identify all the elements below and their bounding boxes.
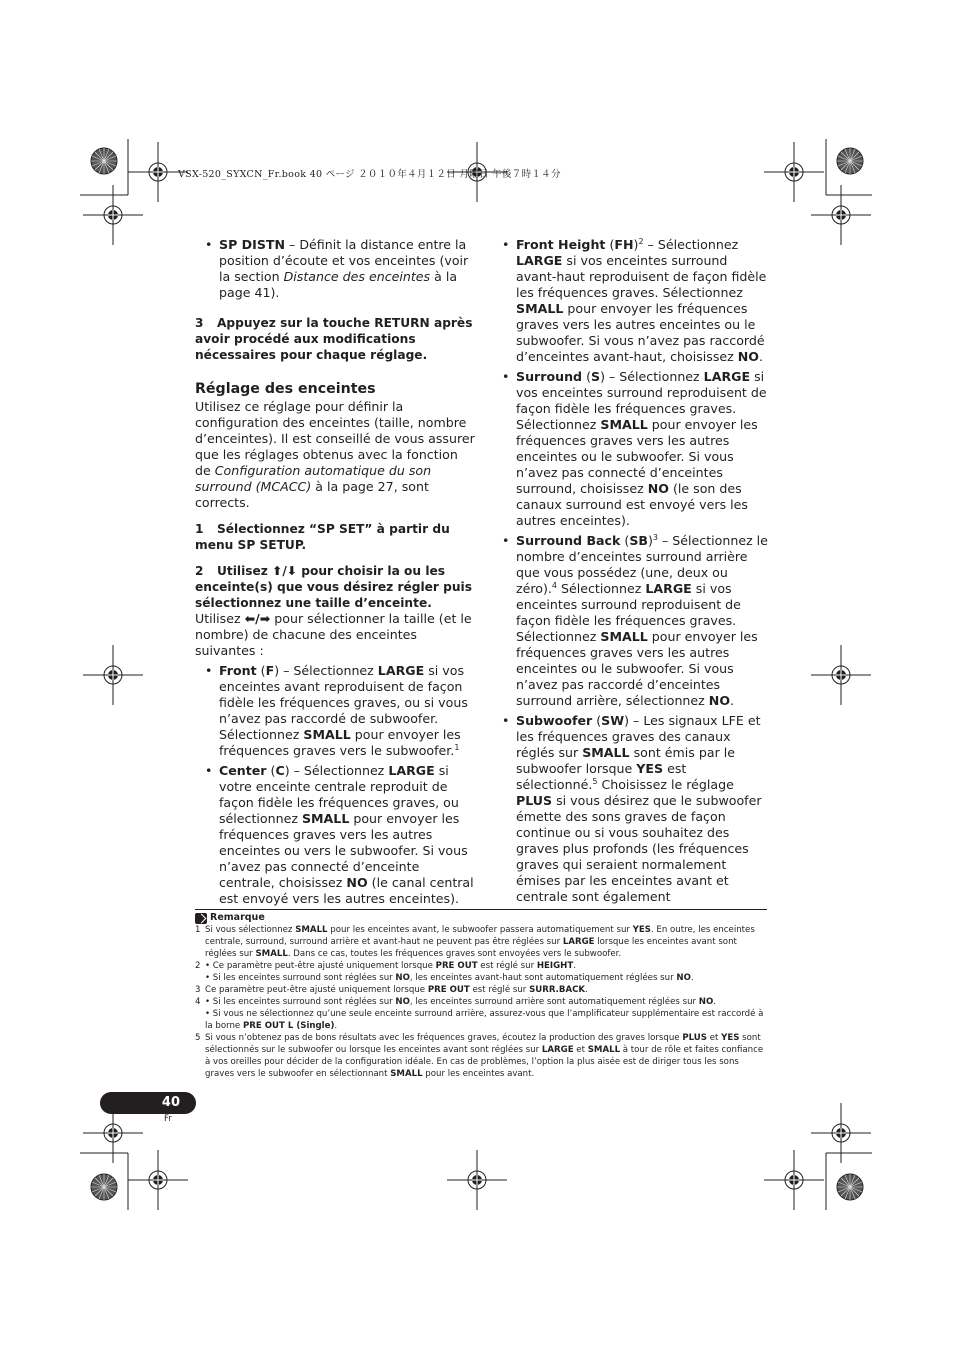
note-1: 1 Si vous sélectionnez SMALL pour les enceintes avant, le subwoofer passera automatiquement sur YES. En outre, les enceintes centrale, surround, surround arrière et avant-haut ne peuvent pas être réglées sur LARGE lorsque les enceintes avant sont réglées sur SMALL. Dans ce cas, toutes les fréquences graves sont envoyées vers le subwoofer.: [195, 925, 755, 959]
note-2a: 2 • Ce paramètre peut-être ajusté uniquement lorsque PRE OUT est réglé sur HEIGHT.: [195, 961, 576, 971]
notes-title: Remarque: [195, 912, 767, 924]
note-pencil-icon: [195, 913, 207, 924]
right-column: [502, 237, 770, 909]
bullet-center: • Center (C) – Sélectionnez LARGE si votre enceinte centrale reproduit de façon fidèle les fréquences graves, ou sélectionnez SMALL pour envoyer les fréquences graves vers les autres enceintes ou vers le subwoofer. Si vous n’avez pas connecté d’enceinte centrale, choisissez NO (le canal central est envoyé vers les autres enceintes).: [205, 763, 475, 907]
step-1: 1 Sélectionnez “SP SET” à partir du menu SP SETUP.: [195, 522, 450, 552]
bullet-front: • Front (F) – Sélectionnez LARGE si vos enceintes avant reproduisent de façon fidèle les fréquences graves, ou si vous n’avez pas raccordé de subwoofer. Sélectionnez SMALL pour envoyer les fréquences graves vers le subwoofer.$^1$: [205, 663, 475, 759]
print-header: VSX-520_SYXCN_Fr.book 40 ページ ２０１０年４月１２日 月曜日 午後７時１４分: [178, 169, 561, 180]
step-2: 2 Utilisez ⬆/⬇ pour choisir la ou les enceinte(s) que vous désirez régler puis sélectionnez une taille d’enceinte.: [195, 564, 472, 610]
section-title: Réglage des enceintes: [195, 381, 376, 397]
up-down-arrows-icon: ⬆/⬇: [272, 564, 297, 578]
left-right-arrows-icon: ⬅/➡: [244, 611, 271, 626]
step-2-body: Utilisez ⬅/➡ pour sélectionner la taille (et le nombre) de chacune des enceintes suivantes :: [195, 611, 472, 658]
note-4b: • Si vous ne sélectionnez qu’une seule enceinte surround arrière, assurez-vous que l’amplificateur supplémentaire est raccordé à la borne PRE OUT L (Single).: [205, 1009, 764, 1031]
bullet-front-height: • Front Height (FH)$^2$ – Sélectionnez LARGE si vos enceintes surround avant-haut reproduisent de façon fidèle les fréquences graves. Sélectionnez SMALL pour envoyer les fréquences graves vers les autres enceintes ou le subwoofer. Si vous n’avez pas raccordé d’enceintes avant-haut, choisissez NO.: [502, 237, 770, 365]
bullet-subwoofer: • Subwoofer (SW) – Les signaux LFE et les fréquences graves des canaux réglés sur SMALL sont émis par le subwoofer lorsque YES est sélectionné.$^5$ Choisissez le réglage PLUS si vous désirez que le subwoofer émette des sons graves de façon continue ou si vous souhaitez des graves plus profonds (les fréquences graves qui seraient normalement émises par les enceintes avant et centrale sont également: [502, 713, 770, 905]
intro-paragraph: Utilisez ce réglage pour définir la configuration des enceintes (taille, nombre d’enceintes). Il est conseillé de vous assurer que les réglages obtenus avec la fonction de Configuration automatique du son surround (MCACC) à la page 27, sont corrects.: [195, 399, 475, 510]
notes-section: [195, 909, 767, 1080]
step-3: 3 Appuyez sur la touche RETURN après avoir procédé aux modifications nécessaires pour chaque réglage.: [195, 316, 473, 362]
bullet-surround-back: • Surround Back (SB)$^3$ – Sélectionnez le nombre d’enceintes surround arrière que vous possédez (une, deux ou zéro).$^4$ Sélectionnez LARGE si vos enceintes surround reproduisent de façon fidèle les fréquences graves. Sélectionnez SMALL pour envoyer les fréquences graves vers les autres enceintes ou le subwoofer. Si vous n’avez pas raccordé d’enceintes surround arrière, sélectionnez NO.: [502, 533, 770, 709]
bullet-surround: • Surround (S) – Sélectionnez LARGE si vos enceintes surround reproduisent de façon fidèle les fréquences graves. Sélectionnez SMALL pour envoyer les fréquences graves vers les autres enceintes ou le subwoofer. Si vous n’avez pas connecté d’enceintes surround, choisissez NO (le son des canaux surround est envoyé vers les autres enceintes).: [502, 369, 770, 529]
note-3: 3 Ce paramètre peut-être ajusté uniquement lorsque PRE OUT est réglé sur SURR.BACK.: [195, 985, 588, 995]
left-column: [195, 237, 475, 911]
bullet-sp-distn: • SP DISTN – Définit la distance entre la position d’écoute et vos enceintes (voir la section Distance des enceintes à la page 41).: [205, 237, 475, 301]
language-code: Fr: [164, 1114, 172, 1124]
note-2b: • Si les enceintes surround sont réglées sur NO, les enceintes avant-haut sont automatiquement réglées sur NO.: [205, 973, 694, 983]
note-5: 5 Si vous n’obtenez pas de bons résultats avec les fréquences graves, écoutez la production des graves lorsque PLUS et YES sont sélectionnés sur le subwoofer ou lorsque les enceintes avant sont réglées sur LARGE et SMALL à tour de rôle et faites confiance à vos oreilles pour décider de la configuration idéale. En cas de problèmes, l’option la plus aisée est de diriger tous les sons graves vers le subwoofer en sélectionnant SMALL pour les enceintes avant.: [195, 1033, 764, 1079]
note-4a: 4 • Si les enceintes surround sont réglées sur NO, les enceintes surround arrière sont automatiquement réglées sur NO.: [195, 997, 717, 1007]
page-number: 40: [100, 1092, 196, 1114]
